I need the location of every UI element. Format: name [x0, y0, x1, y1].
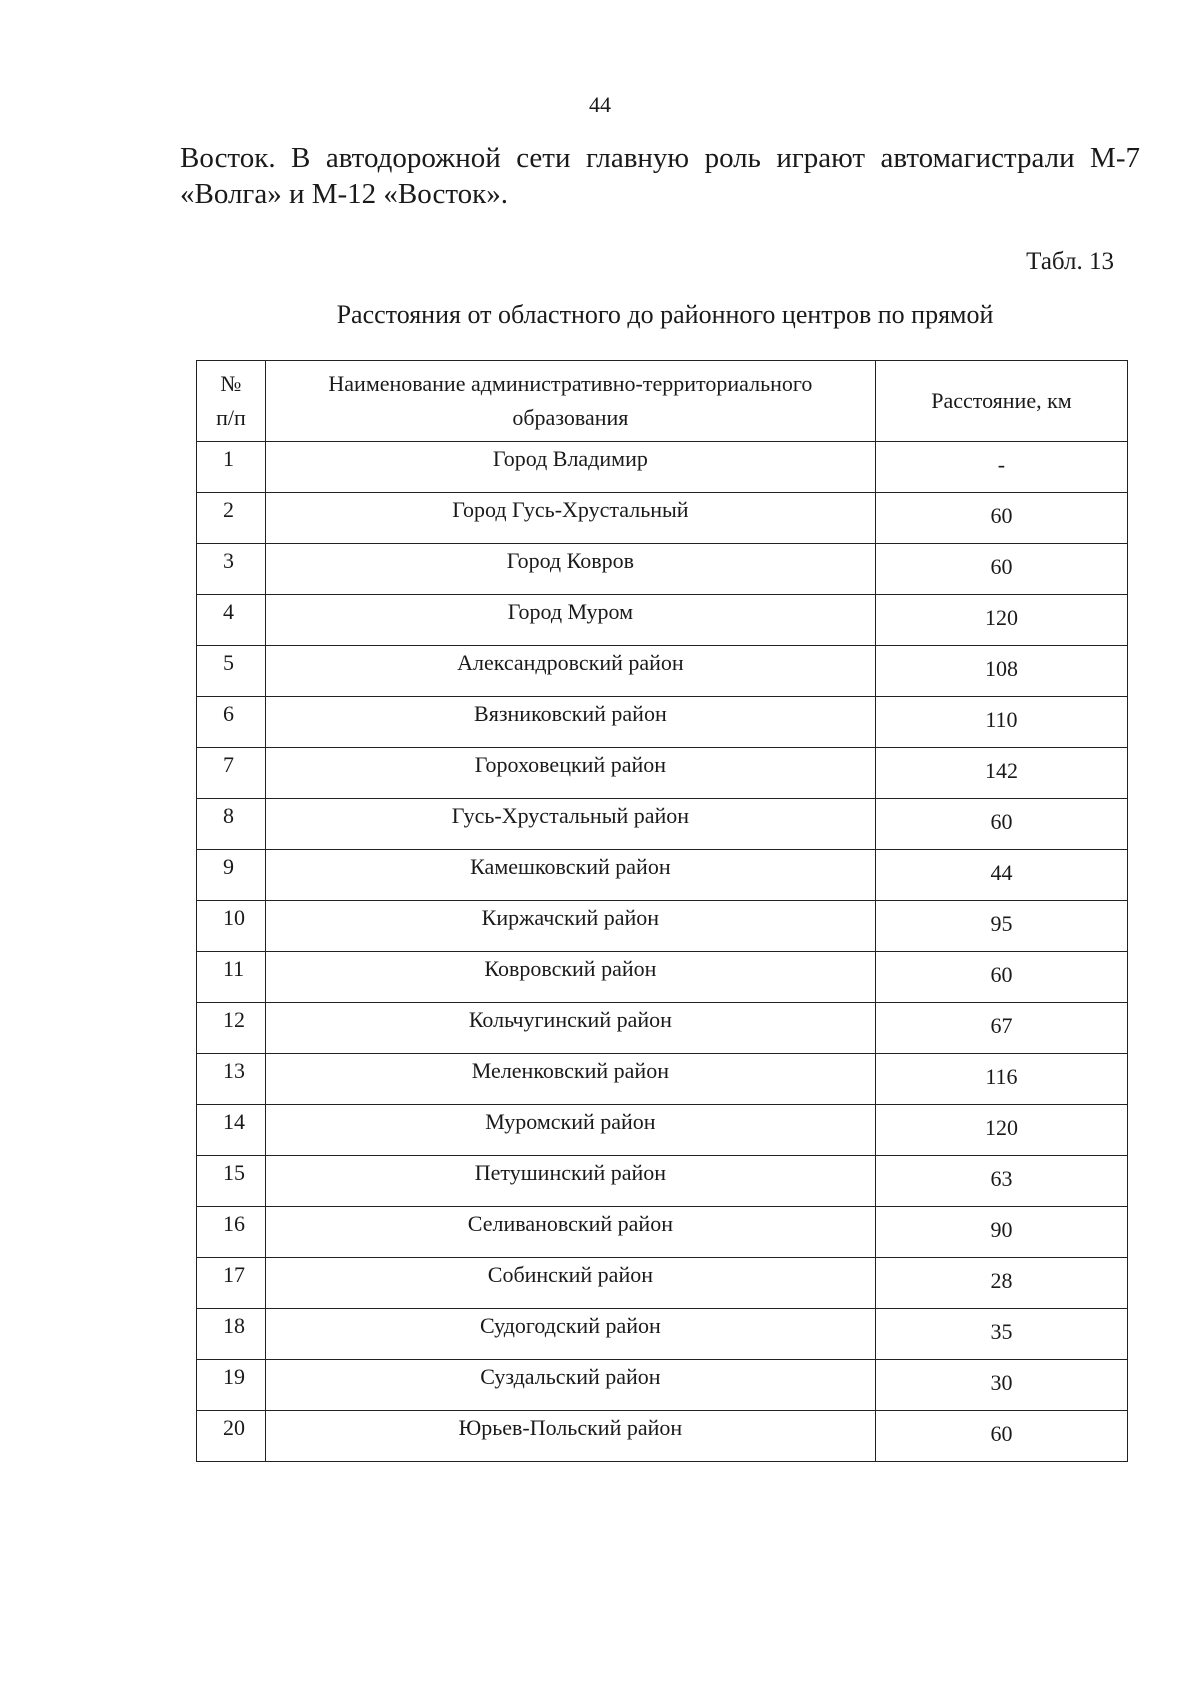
table-row — [197, 697, 1128, 748]
header-name-line-1: Наименование административно-территориального — [328, 371, 813, 396]
row-distance: 90 — [875, 1207, 1127, 1258]
row-distance: - — [875, 442, 1127, 493]
table-title: Расстояния от областного до районного центров по прямой — [336, 300, 994, 329]
row-number: 11 — [197, 952, 266, 1003]
row-number: 20 — [197, 1411, 266, 1462]
table-row — [197, 901, 1128, 952]
row-number: 12 — [197, 1003, 266, 1054]
row-name: Вязниковский район — [265, 697, 875, 748]
table-row — [197, 1207, 1128, 1258]
row-name: Судогодский район — [265, 1309, 875, 1360]
distance-table — [196, 360, 1128, 1462]
table-row — [197, 1360, 1128, 1411]
row-distance: 116 — [875, 1054, 1127, 1105]
table-row — [197, 544, 1128, 595]
table-row — [197, 1003, 1128, 1054]
row-distance: 35 — [875, 1309, 1127, 1360]
row-number: 8 — [197, 799, 266, 850]
intro-line-2: «Волга» и М-12 «Восток». — [180, 178, 508, 210]
table-row — [197, 1258, 1128, 1309]
table-row — [197, 1105, 1128, 1156]
header-distance: Расстояние, км — [875, 361, 1127, 442]
row-name: Ковровский район — [265, 952, 875, 1003]
row-name: Меленковский район — [265, 1054, 875, 1105]
row-number: 10 — [197, 901, 266, 952]
row-number: 3 — [197, 544, 266, 595]
row-distance: 67 — [875, 1003, 1127, 1054]
row-distance: 63 — [875, 1156, 1127, 1207]
row-distance: 60 — [875, 952, 1127, 1003]
row-name: Город Муром — [265, 595, 875, 646]
row-distance: 28 — [875, 1258, 1127, 1309]
table-row — [197, 799, 1128, 850]
row-distance: 110 — [875, 697, 1127, 748]
table-row — [197, 748, 1128, 799]
header-number-line-2: п/п — [216, 405, 246, 430]
row-distance: 60 — [875, 544, 1127, 595]
header-name-line-2: образования — [512, 405, 629, 430]
header-number-line-1: № — [220, 371, 242, 396]
row-distance: 30 — [875, 1360, 1127, 1411]
row-distance: 60 — [875, 799, 1127, 850]
header-number — [197, 361, 266, 442]
row-name: Юрьев-Польский район — [265, 1411, 875, 1462]
row-number: 6 — [197, 697, 266, 748]
table-row — [197, 493, 1128, 544]
row-distance: 95 — [875, 901, 1127, 952]
intro-line-1: Восток. В автодорожной сети главную роль играют автомагистрали М-7 — [180, 142, 1140, 174]
row-name: Камешковский район — [265, 850, 875, 901]
row-name: Александровский район — [265, 646, 875, 697]
row-name: Гусь-Хрустальный район — [265, 799, 875, 850]
row-distance: 108 — [875, 646, 1127, 697]
intro-paragraph — [180, 140, 1140, 212]
header-name — [265, 361, 875, 442]
table-row — [197, 1411, 1128, 1462]
row-number: 16 — [197, 1207, 266, 1258]
row-number: 18 — [197, 1309, 266, 1360]
row-distance: 60 — [875, 493, 1127, 544]
table-row — [197, 646, 1128, 697]
row-name: Петушинский район — [265, 1156, 875, 1207]
row-number: 14 — [197, 1105, 266, 1156]
row-distance: 60 — [875, 1411, 1127, 1462]
row-name: Город Владимир — [265, 442, 875, 493]
row-name: Город Ковров — [265, 544, 875, 595]
table-row — [197, 1309, 1128, 1360]
row-name: Гороховецкий район — [265, 748, 875, 799]
table-label: Табл. 13 — [1026, 248, 1114, 275]
row-number: 2 — [197, 493, 266, 544]
row-number: 9 — [197, 850, 266, 901]
row-name: Муромский район — [265, 1105, 875, 1156]
row-distance: 142 — [875, 748, 1127, 799]
row-number: 17 — [197, 1258, 266, 1309]
row-name: Суздальский район — [265, 1360, 875, 1411]
page-number: 44 — [589, 92, 611, 117]
row-name: Кольчугинский район — [265, 1003, 875, 1054]
row-name: Селивановский район — [265, 1207, 875, 1258]
row-number: 7 — [197, 748, 266, 799]
table-row — [197, 595, 1128, 646]
table-row — [197, 442, 1128, 493]
row-number: 19 — [197, 1360, 266, 1411]
row-number: 4 — [197, 595, 266, 646]
table-row — [197, 1156, 1128, 1207]
row-number: 5 — [197, 646, 266, 697]
table-row — [197, 1054, 1128, 1105]
table-row — [197, 952, 1128, 1003]
table-row — [197, 850, 1128, 901]
row-number: 1 — [197, 442, 266, 493]
row-number: 15 — [197, 1156, 266, 1207]
row-name: Собинский район — [265, 1258, 875, 1309]
row-number: 13 — [197, 1054, 266, 1105]
row-name: Киржачский район — [265, 901, 875, 952]
row-distance: 44 — [875, 850, 1127, 901]
table-header-row — [197, 361, 1128, 442]
table-body — [197, 442, 1128, 1462]
row-distance: 120 — [875, 1105, 1127, 1156]
row-distance: 120 — [875, 595, 1127, 646]
row-name: Город Гусь-Хрустальный — [265, 493, 875, 544]
